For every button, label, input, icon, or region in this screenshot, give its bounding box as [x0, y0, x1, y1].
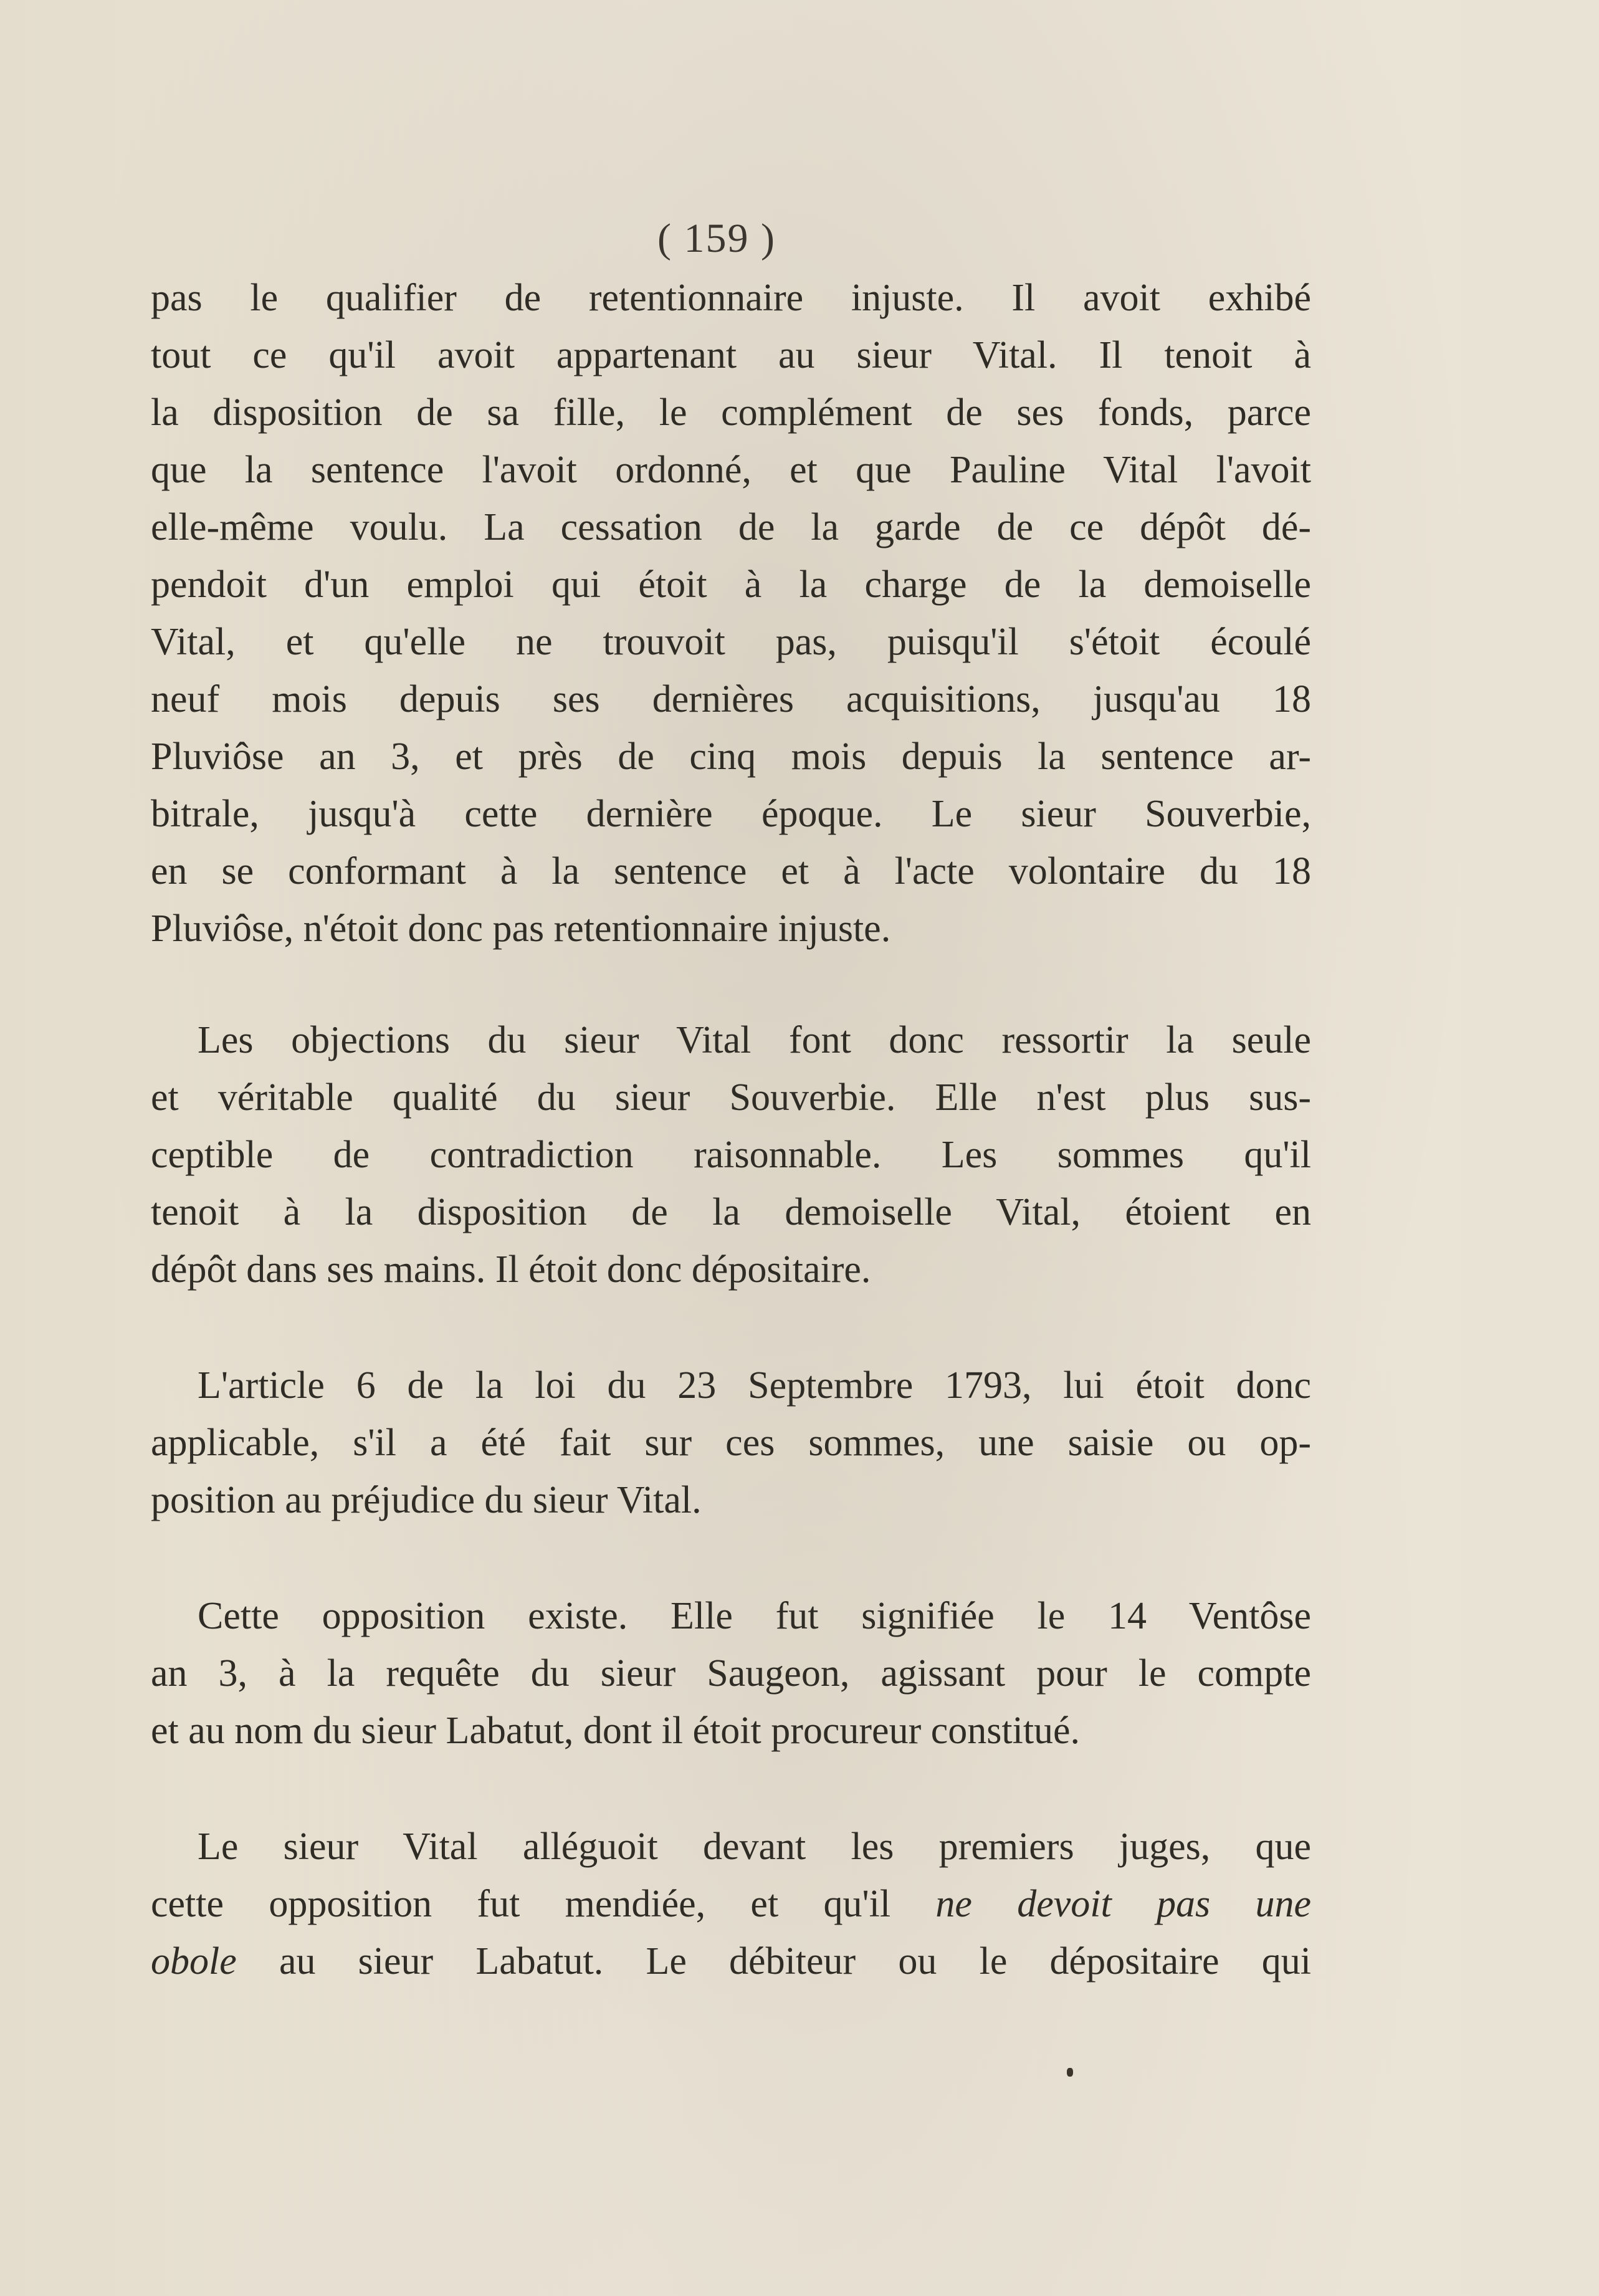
text-line: Pluviôse an 3, et près de cinq mois depuis la sentence ar-: [151, 735, 1311, 778]
text-line: la disposition de sa fille, le complément de ses fonds, parce: [151, 391, 1311, 434]
text-line: neuf mois depuis ses dernières acquisitions, jusqu'au 18: [151, 678, 1311, 720]
paragraph-5: [151, 1818, 1311, 1990]
text-line: tout ce qu'il avoit appartenant au sieur Vital. Il tenoit à: [151, 334, 1311, 376]
text-line: Les objections du sieur Vital font donc ressortir la seule: [198, 1019, 1311, 1061]
text-line: an 3, à la requête du sieur Saugeon, agissant pour le compte: [151, 1652, 1311, 1695]
ink-speck: [1067, 2068, 1073, 2077]
text-line: ceptible de contradiction raisonnable. Les sommes qu'il: [151, 1134, 1311, 1176]
paragraph-2: [151, 1012, 1311, 1298]
italic-run: obole: [151, 1940, 237, 1983]
paragraph-3: [151, 1357, 1311, 1529]
paragraph-1: [151, 269, 1311, 957]
italic-run: ne devoit pas une: [935, 1883, 1312, 1925]
text-line: et au nom du sieur Labatut, dont il étoit procureur constitué.: [151, 1710, 1081, 1752]
text-line: dépôt dans ses mains. Il étoit donc dépositaire.: [151, 1248, 871, 1291]
text-line: bitrale, jusqu'à cette dernière époque. Le sieur Souverbie,: [151, 793, 1311, 835]
text-line: Pluviôse, n'étoit donc pas retentionnaire injuste.: [151, 907, 891, 950]
text-line: Le sieur Vital alléguoit devant les premiers juges, que: [198, 1825, 1311, 1868]
text-line: et véritable qualité du sieur Souverbie. Elle n'est plus sus-: [151, 1076, 1311, 1119]
text-line: pas le qualifier de retentionnaire injuste. Il avoit exhibé: [151, 277, 1311, 319]
text-line: Cette opposition existe. Elle fut signifiée le 14 Ventôse: [198, 1595, 1311, 1637]
text-line: [151, 1875, 1311, 1933]
page-number: ( 159 ): [657, 216, 776, 261]
text-line: pendoit d'un emploi qui étoit à la charge de la demoiselle: [151, 563, 1311, 606]
text-line: applicable, s'il a été fait sur ces sommes, une saisie ou op-: [151, 1422, 1311, 1464]
paragraph-4: [151, 1587, 1311, 1759]
text-run: au sieur Labatut. Le débiteur ou le dépositaire qui: [236, 1940, 1311, 1983]
text-line: tenoit à la disposition de la demoiselle Vital, étoient en: [151, 1191, 1311, 1233]
text-run: cette opposition fut mendiée, et qu'il: [151, 1883, 936, 1925]
text-line: [151, 1933, 1311, 1990]
text-line: elle-même voulu. La cessation de la garde de ce dépôt dé-: [151, 506, 1311, 548]
text-line: que la sentence l'avoit ordonné, et que Pauline Vital l'avoit: [151, 449, 1311, 491]
text-line: position au préjudice du sieur Vital.: [151, 1479, 702, 1521]
text-line: Vital, et qu'elle ne trouvoit pas, puisqu'il s'étoit écoulé: [151, 621, 1311, 663]
text-line: en se conformant à la sentence et à l'acte volontaire du 18: [151, 850, 1311, 892]
text-line: L'article 6 de la loi du 23 Septembre 1793, lui étoit donc: [198, 1364, 1311, 1407]
